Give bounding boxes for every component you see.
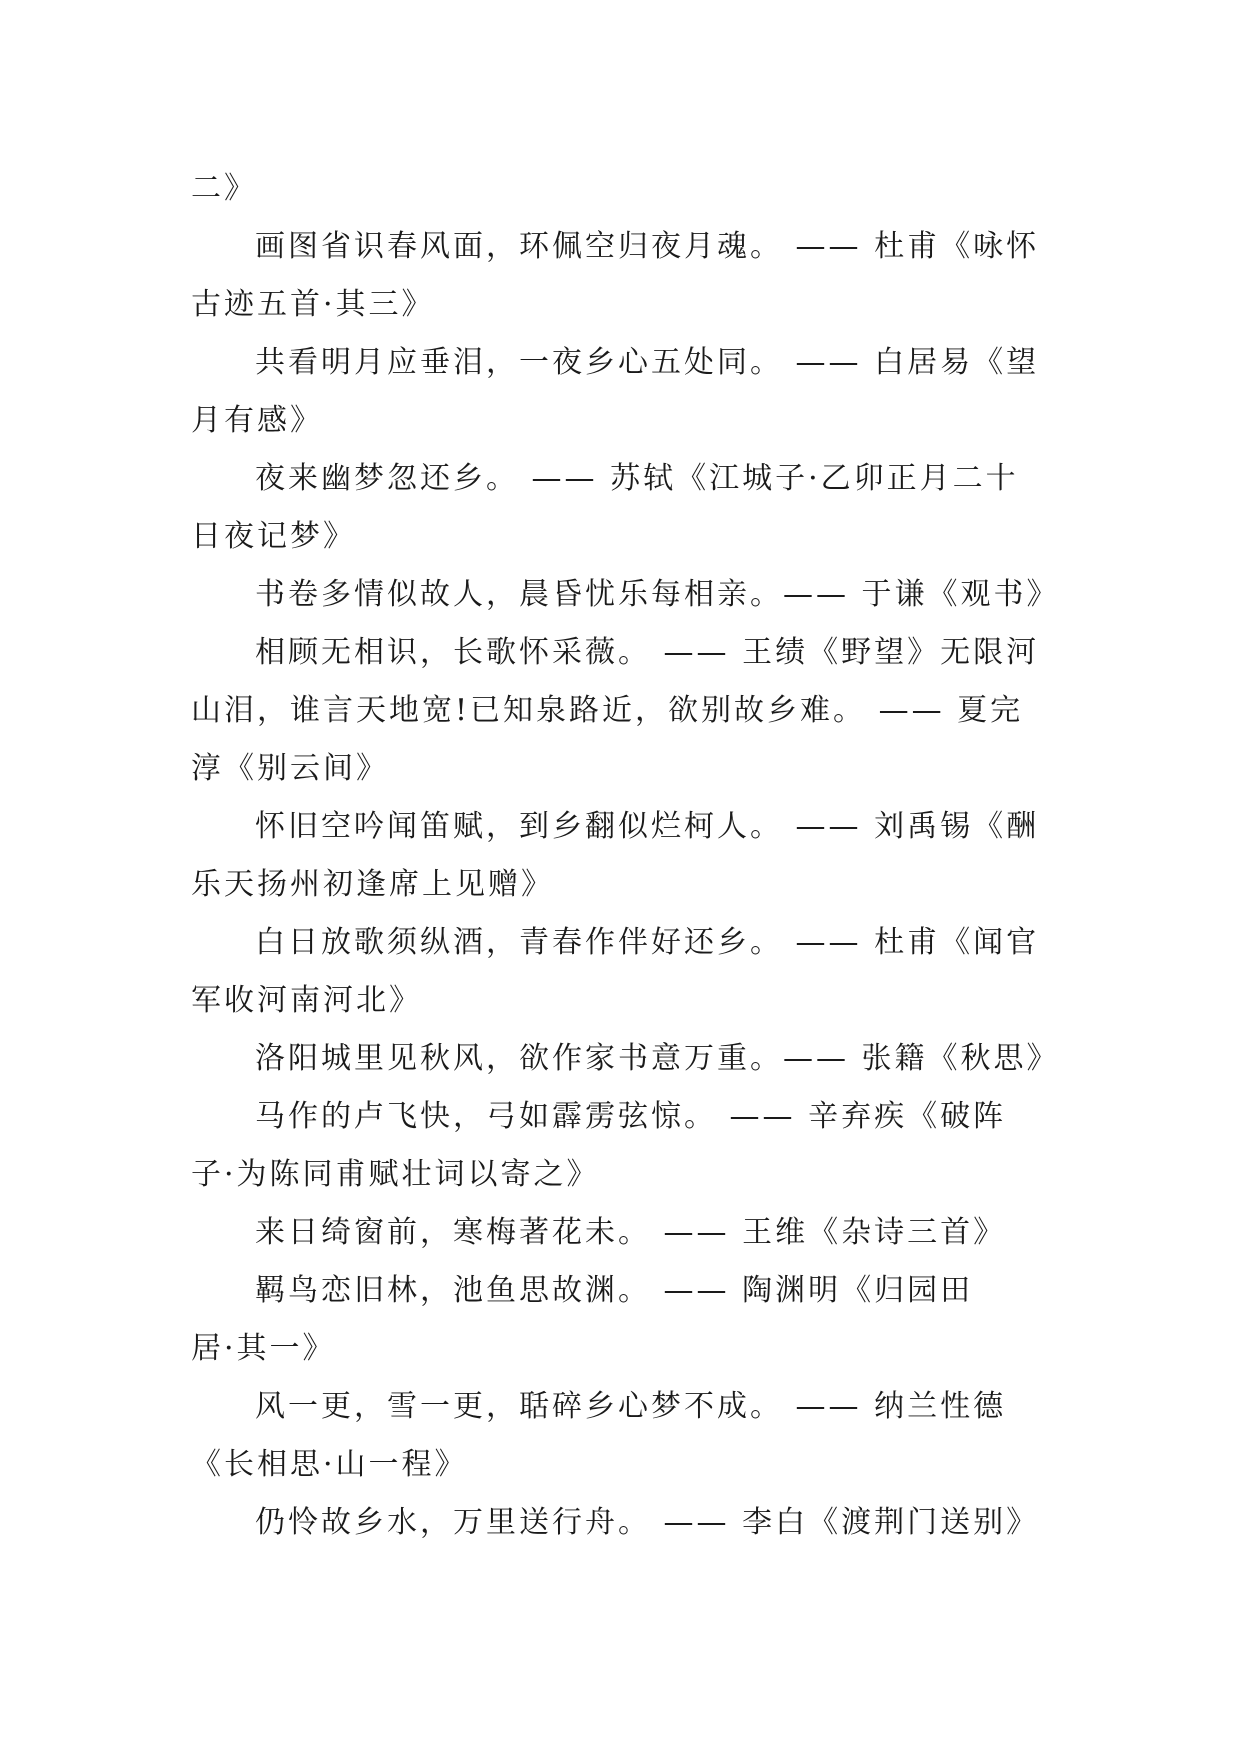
text-line: 马作的卢飞快，弓如霹雳弦惊。 —— 辛弃疾《破阵	[255, 1099, 1007, 1134]
text-line: 羁鸟恋旧林，池鱼思故渊。 —— 陶渊明《归园田	[255, 1273, 974, 1308]
text-line: 日夜记梦》	[191, 519, 356, 554]
text-line: 相顾无相识，长歌怀采薇。 —— 王绩《野望》无限河	[255, 635, 1040, 670]
text-line: 月有感》	[191, 403, 323, 438]
text-line: 画图省识春风面，环佩空归夜月魂。 —— 杜甫《咏怀	[255, 229, 1040, 264]
text-line: 《长相思·山一程》	[191, 1447, 468, 1482]
text-line: 二》	[191, 171, 257, 206]
text-line: 白日放歌须纵酒，青春作伴好还乡。 —— 杜甫《闻官	[255, 925, 1040, 960]
text-line: 来日绮窗前，寒梅著花未。 —— 王维《杂诗三首》	[255, 1215, 1007, 1250]
text-line: 子·为陈同甫赋壮词以寄之》	[191, 1157, 600, 1192]
text-line: 风一更，雪一更，聒碎乡心梦不成。 —— 纳兰性德	[255, 1389, 1007, 1424]
text-line: 淳《别云间》	[191, 751, 389, 786]
text-line: 洛阳城里见秋风，欲作家书意万重。—— 张籍《秋思》	[255, 1041, 1060, 1076]
text-line: 夜来幽梦忽还乡。 —— 苏轼《江城子·乙卯正月二十	[255, 461, 1019, 496]
text-line: 怀旧空吟闻笛赋，到乡翻似烂柯人。 —— 刘禹锡《酬	[255, 809, 1040, 844]
text-line: 军收河南河北》	[191, 983, 422, 1018]
text-line: 仍怜故乡水，万里送行舟。 —— 李白《渡荆门送别》	[255, 1505, 1040, 1540]
text-line: 山泪，谁言天地宽!已知泉路近，欲别故乡难。 —— 夏完	[191, 693, 1024, 728]
text-line: 乐天扬州初逢席上见赠》	[191, 867, 554, 902]
text-line: 书卷多情似故人，晨昏忧乐每相亲。—— 于谦《观书》	[255, 577, 1060, 612]
text-line: 居·其一》	[191, 1331, 336, 1366]
poem-quote-list	[191, 160, 1060, 1552]
text-line: 古迹五首·其三》	[191, 287, 435, 322]
text-line: 共看明月应垂泪，一夜乡心五处同。 —— 白居易《望	[255, 345, 1040, 380]
